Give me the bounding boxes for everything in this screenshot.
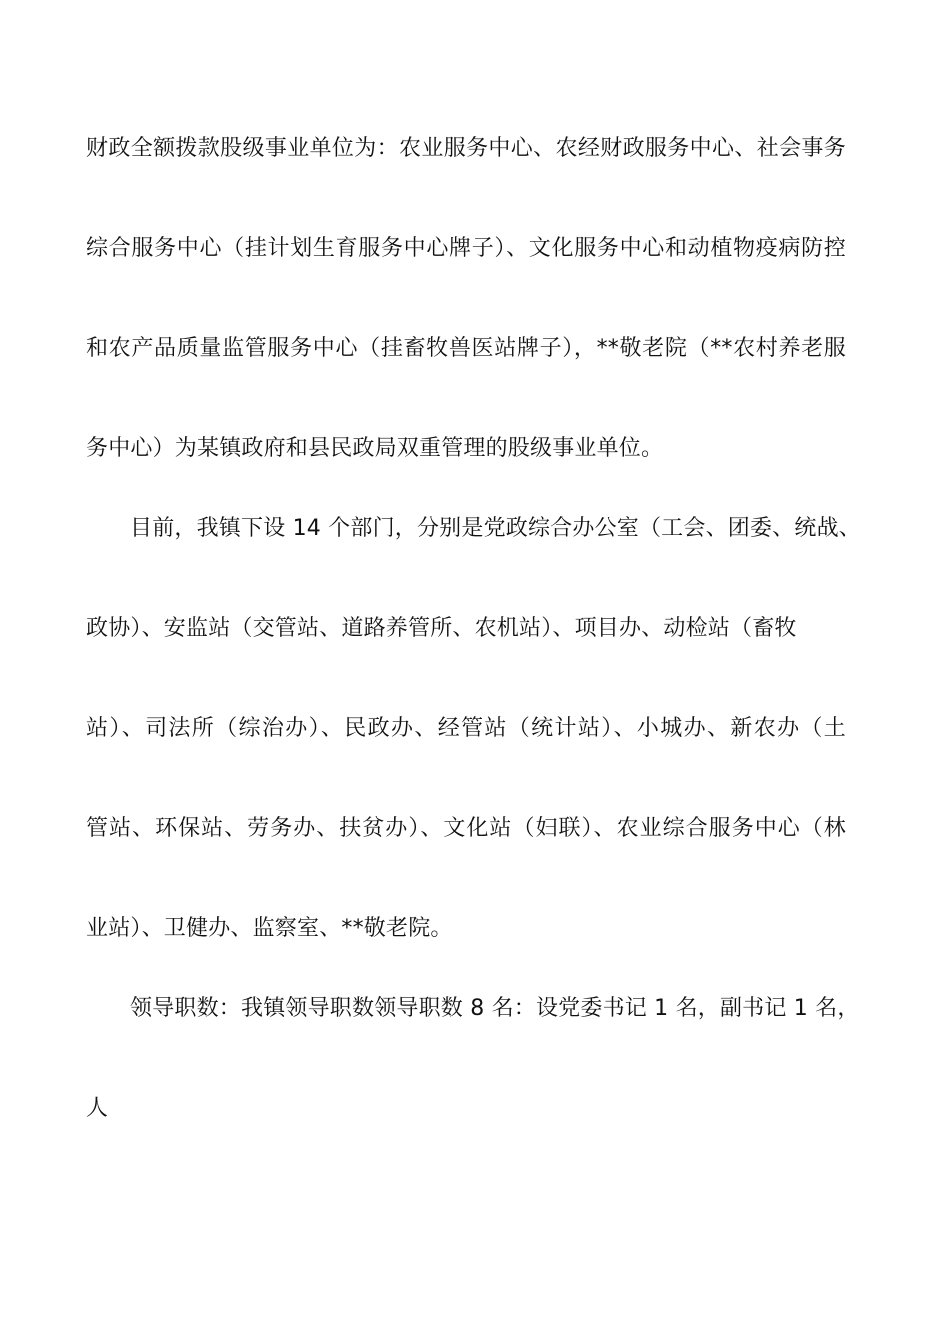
paragraph-line: 财政全额拨款股级事业单位为：农业服务中心、农经财政服务中心、社会事务 bbox=[86, 136, 846, 161]
paragraph-line: 综合服务中心（挂计划生育服务中心牌子）、文化服务中心和动植物疫病防控 bbox=[86, 236, 846, 261]
paragraph-line: 和农产品质量监管服务中心（挂畜牧兽医站牌子），**敬老院（**农村养老服 bbox=[86, 336, 846, 361]
paragraph-line: 人 bbox=[86, 1096, 109, 1121]
paragraph-line: 站）、司法所（综治办）、民政办、经管站（统计站）、小城办、新农办（土 bbox=[86, 716, 846, 741]
paragraph-line: 政协）、安监站（交管站、道路养管所、农机站）、项目办、动检站（畜牧 bbox=[86, 616, 797, 641]
paragraph-line: 目前，我镇下设 14 个部门，分别是党政综合办公室（工会、团委、统战、 bbox=[130, 516, 861, 541]
paragraph-line: 业站）、卫健办、监察室、**敬老院。 bbox=[86, 916, 453, 941]
paragraph-line: 管站、环保站、劳务办、扶贫办）、文化站（妇联）、农业综合服务中心（林 bbox=[86, 816, 846, 841]
paragraph-line: 领导职数：我镇领导职数领导职数 8 名：设党委书记 1 名，副书记 1 名， bbox=[130, 996, 860, 1021]
paragraph-line: 务中心）为某镇政府和县民政局双重管理的股级事业单位。 bbox=[86, 436, 664, 461]
